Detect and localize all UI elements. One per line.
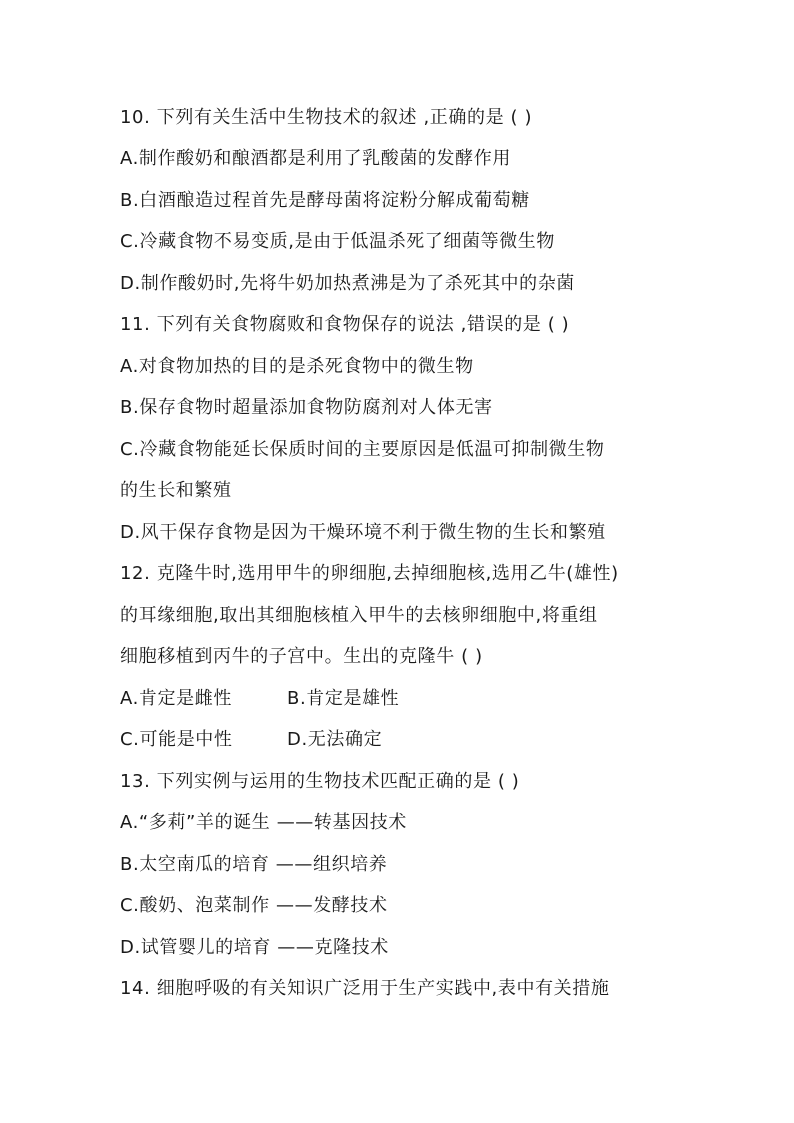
- question-11-option-c: C.冷藏食物能延长保质时间的主要原因是低温可抑制微生物: [120, 439, 605, 460]
- question-10-stem: 10. 下列有关生活中生物技术的叙述 ,正确的是 ( ): [120, 107, 533, 128]
- question-10-option-b: B.白酒酿造过程首先是酵母菌将淀粉分解成葡萄糖: [120, 190, 530, 211]
- question-13-option-b: B.太空南瓜的培育 ——组织培养: [120, 854, 388, 875]
- question-11-option-d: D.风干保存食物是因为干燥环境不利于微生物的生长和繁殖: [120, 522, 606, 543]
- question-12-option-a: A.肯定是雌性: [120, 688, 232, 709]
- question-13-option-d: D.试管婴儿的培育 ——克隆技术: [120, 937, 389, 958]
- question-14-stem: 14. 细胞呼吸的有关知识广泛用于生产实践中,表中有关措施: [120, 978, 610, 999]
- question-12-option-d: D.无法确定: [287, 729, 383, 750]
- question-11-option-b: B.保存食物时超量添加食物防腐剂对人体无害: [120, 397, 493, 418]
- question-12-stem-line-1: 12. 克隆牛时,选用甲牛的卵细胞,去掉细胞核,选用乙牛(雄性): [120, 563, 619, 584]
- question-12-stem-line-2: 的耳缘细胞,取出其细胞核植入甲牛的去核卵细胞中,将重组: [120, 605, 598, 626]
- question-11-option-a: A.对食物加热的目的是杀死食物中的微生物: [120, 356, 474, 377]
- question-13-option-a: A.“多莉”羊的诞生 ——转基因技术: [120, 812, 407, 833]
- question-11-option-c-continued: 的生长和繁殖: [120, 480, 232, 501]
- question-10-option-a: A.制作酸奶和酿酒都是利用了乳酸菌的发酵作用: [120, 148, 511, 169]
- question-12-option-c: C.可能是中性: [120, 729, 233, 750]
- question-10-option-d: D.制作酸奶时,先将牛奶加热煮沸是为了杀死其中的杂菌: [120, 273, 575, 294]
- question-13-stem: 13. 下列实例与运用的生物技术匹配正确的是 ( ): [120, 771, 520, 792]
- question-10-option-c: C.冷藏食物不易变质,是由于低温杀死了细菌等微生物: [120, 231, 556, 252]
- question-12-stem-line-3: 细胞移植到丙牛的子宫中。生出的克隆牛 ( ): [120, 646, 483, 667]
- question-12-option-b: B.肯定是雄性: [287, 688, 400, 709]
- question-11-stem: 11. 下列有关食物腐败和食物保存的说法 ,错误的是 ( ): [120, 314, 570, 335]
- question-13-option-c: C.酸奶、泡菜制作 ——发酵技术: [120, 895, 388, 916]
